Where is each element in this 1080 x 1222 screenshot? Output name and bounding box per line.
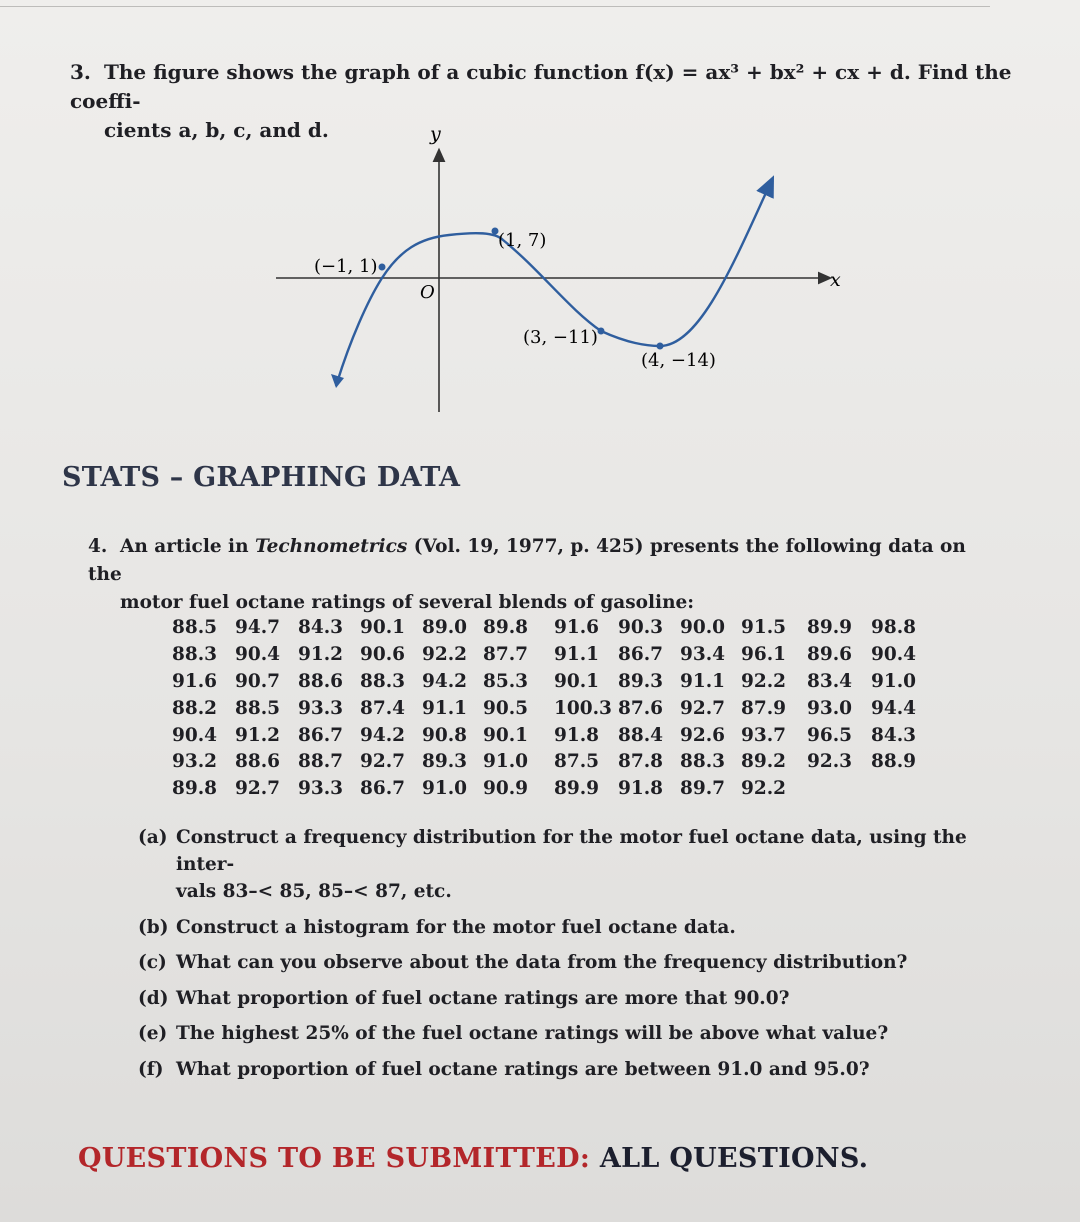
data-cell: 91.1 <box>422 697 468 719</box>
data-cell: 88.6 <box>298 670 344 692</box>
data-cell: 83.4 <box>807 670 853 692</box>
data-cell: 89.8 <box>483 616 529 638</box>
question-a <box>138 824 998 905</box>
data-cell: 98.8 <box>871 616 917 638</box>
data-cell: 87.8 <box>618 751 664 773</box>
point-neg1-1 <box>379 264 386 271</box>
data-cell: 88.6 <box>235 751 281 773</box>
problem-3-number: 3. <box>70 60 91 84</box>
data-cell: 89.7 <box>680 778 726 800</box>
data-cell: 89.3 <box>618 670 664 692</box>
data-cell: 91.5 <box>741 616 787 638</box>
label-3-neg11: (3, −11) <box>523 327 598 348</box>
data-cell: 91.2 <box>235 724 281 746</box>
question-label: (a) <box>138 827 168 848</box>
question-text: Construct a histogram for the motor fuel octane data. <box>176 916 736 938</box>
question-label: (c) <box>138 952 167 973</box>
data-cell: 92.3 <box>807 751 853 773</box>
question-text: What can you observe about the data from the frequency distribution? <box>176 952 908 973</box>
submission-value: ALL QUESTIONS. <box>590 1143 869 1174</box>
data-cell: 89.0 <box>422 616 468 638</box>
data-cell: 100.3 <box>554 697 612 719</box>
data-cell: 91.6 <box>554 616 600 638</box>
question-label: (d) <box>138 987 169 1009</box>
data-cell: 90.4 <box>172 724 218 746</box>
data-cell: 84.3 <box>298 616 344 638</box>
data-row <box>172 668 931 695</box>
data-cell: 90.5 <box>483 697 529 719</box>
data-cell: 96.5 <box>807 724 853 746</box>
data-cell: 90.7 <box>235 670 281 692</box>
question-c <box>138 949 998 976</box>
data-cell: 90.3 <box>618 616 664 638</box>
data-cell: 90.1 <box>483 724 529 746</box>
data-cell: 88.9 <box>871 751 917 773</box>
journal-name: Technometrics <box>254 536 408 557</box>
data-cell: 85.3 <box>483 670 529 692</box>
problem-4 <box>88 533 998 617</box>
data-cell: 89.9 <box>807 616 853 638</box>
data-cell: 91.0 <box>422 778 468 800</box>
data-cell: 88.3 <box>680 751 726 773</box>
data-cell: 90.9 <box>483 778 529 800</box>
data-cell: 91.1 <box>554 643 600 665</box>
data-cell: 86.7 <box>298 724 344 746</box>
data-cell: 93.7 <box>741 724 787 746</box>
question-text: Construct a frequency distribution for the motor fuel octane data, using the inter- <box>176 827 967 875</box>
octane-data-table <box>172 614 931 802</box>
data-cell <box>871 775 931 802</box>
question-text: The highest 25% of the fuel octane ratings will be above what value? <box>176 1023 889 1044</box>
data-cell: 96.1 <box>741 643 787 665</box>
data-cell: 92.7 <box>360 751 406 773</box>
submission-note <box>78 1143 868 1174</box>
data-cell: 87.9 <box>741 697 787 719</box>
data-cell: 88.5 <box>235 697 281 719</box>
data-cell: 89.3 <box>422 751 468 773</box>
data-cell: 90.8 <box>422 724 468 746</box>
data-cell: 92.2 <box>422 643 468 665</box>
question-label: (b) <box>138 916 169 938</box>
data-cell: 92.2 <box>741 778 787 800</box>
question-d <box>138 985 998 1012</box>
data-cell <box>807 775 871 802</box>
cubic-graph <box>0 120 1080 430</box>
data-row <box>172 775 931 802</box>
data-cell: 88.3 <box>360 670 406 692</box>
data-cell: 90.1 <box>554 670 600 692</box>
problem-4-line1-before: An article in <box>120 536 255 557</box>
question-text-continued: vals 83–< 85, 85–< 87, etc. <box>176 881 452 902</box>
data-cell: 87.4 <box>360 697 406 719</box>
data-cell: 89.6 <box>807 643 853 665</box>
data-cell: 93.0 <box>807 697 853 719</box>
question-label: (e) <box>138 1023 168 1044</box>
curve-start-arrow <box>331 374 344 388</box>
data-cell: 91.0 <box>871 670 917 692</box>
point-3-neg11 <box>598 328 605 335</box>
section-title: STATS – GRAPHING DATA <box>62 462 461 493</box>
data-cell: 91.0 <box>483 751 529 773</box>
problem-4-line2: motor fuel octane ratings of several blends of gasoline: <box>120 592 695 613</box>
data-cell: 88.7 <box>298 751 344 773</box>
data-cell: 88.5 <box>172 616 218 638</box>
data-cell: 87.6 <box>618 697 664 719</box>
data-cell: 94.2 <box>360 724 406 746</box>
data-cell: 94.7 <box>235 616 281 638</box>
x-axis-label: x <box>830 269 841 291</box>
data-cell: 90.4 <box>235 643 281 665</box>
octane-data-body <box>172 614 931 802</box>
data-cell: 91.2 <box>298 643 344 665</box>
data-cell: 90.0 <box>680 616 726 638</box>
data-cell: 87.7 <box>483 643 529 665</box>
data-cell: 92.7 <box>680 697 726 719</box>
point-4-neg14 <box>657 343 664 350</box>
problem-3-line2: cients a, b, c, and d. <box>104 118 329 142</box>
data-row <box>172 722 931 749</box>
data-cell: 86.7 <box>360 778 406 800</box>
data-cell: 88.3 <box>172 643 218 665</box>
question-list <box>138 824 998 1091</box>
data-cell: 92.2 <box>741 670 787 692</box>
data-cell: 91.6 <box>172 670 218 692</box>
data-row <box>172 641 931 668</box>
data-cell: 94.2 <box>422 670 468 692</box>
data-cell: 89.8 <box>172 778 218 800</box>
question-text: What proportion of fuel octane ratings are between 91.0 and 95.0? <box>176 1058 870 1080</box>
y-axis-label: y <box>430 123 441 145</box>
data-cell: 92.6 <box>680 724 726 746</box>
label-neg1-1: (−1, 1) <box>314 256 378 277</box>
data-cell: 93.2 <box>172 751 218 773</box>
question-label: (f) <box>138 1058 164 1080</box>
label-4-neg14: (4, −14) <box>641 350 716 371</box>
problem-4-number: 4. <box>88 536 108 557</box>
data-cell: 90.4 <box>871 643 917 665</box>
data-cell: 89.9 <box>554 778 600 800</box>
data-cell: 91.8 <box>554 724 600 746</box>
data-cell: 90.6 <box>360 643 406 665</box>
question-b <box>138 914 998 941</box>
data-cell: 93.4 <box>680 643 726 665</box>
origin-label: O <box>420 282 435 303</box>
top-rule <box>0 6 990 7</box>
data-cell: 91.8 <box>618 778 664 800</box>
label-1-7: (1, 7) <box>498 230 547 251</box>
data-cell: 87.5 <box>554 751 600 773</box>
question-f <box>138 1056 998 1083</box>
submission-label: QUESTIONS TO BE SUBMITTED: <box>78 1143 591 1174</box>
data-row <box>172 695 931 722</box>
data-cell: 86.7 <box>618 643 664 665</box>
data-cell: 92.7 <box>235 778 281 800</box>
data-cell: 93.3 <box>298 697 344 719</box>
data-cell: 89.2 <box>741 751 787 773</box>
question-e <box>138 1020 998 1047</box>
problem-3-line1: The figure shows the graph of a cubic function f(x) = ax³ + bx² + cx + d. Find the coeffi- <box>70 60 1012 113</box>
question-text: What proportion of fuel octane ratings are more that 90.0? <box>176 987 790 1009</box>
data-cell: 88.2 <box>172 697 218 719</box>
data-cell: 93.3 <box>298 778 344 800</box>
data-cell: 90.1 <box>360 616 406 638</box>
data-cell: 94.4 <box>871 697 917 719</box>
data-row <box>172 614 931 641</box>
data-row <box>172 748 931 775</box>
data-cell: 88.4 <box>618 724 664 746</box>
data-cell: 84.3 <box>871 724 917 746</box>
problem-4-line1-after: (Vol. 19, 1977, p. 425) presents the following data on the <box>88 536 966 585</box>
data-cell: 91.1 <box>680 670 726 692</box>
